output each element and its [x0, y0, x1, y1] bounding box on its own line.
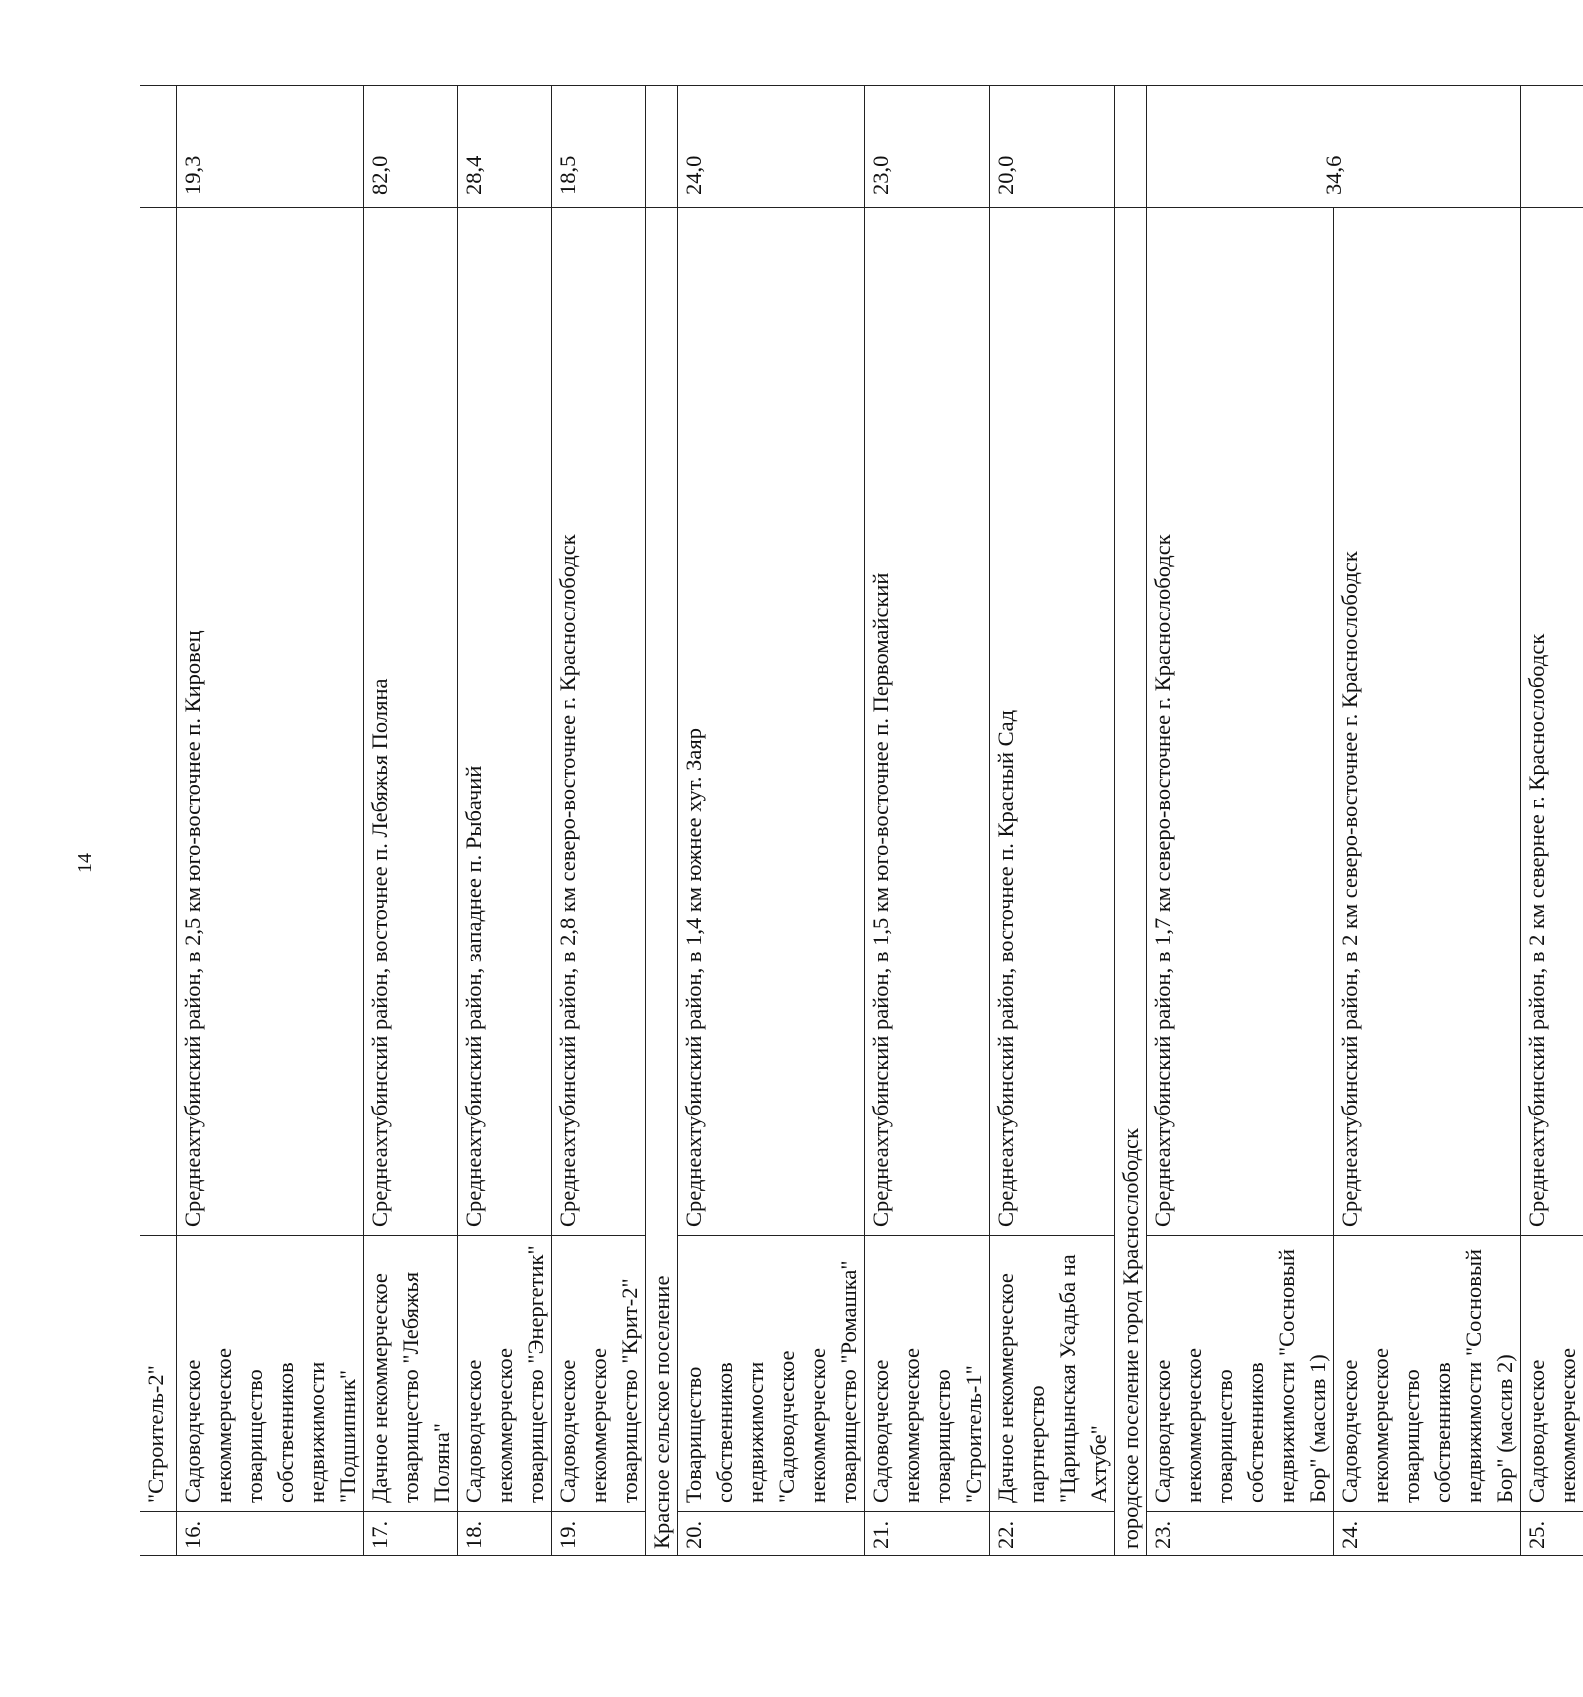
table-row [176, 86, 363, 1556]
name-cell: Садоводческое некоммерческое товарищество "Крит-2" [551, 1236, 645, 1512]
page-number: 14 [74, 853, 96, 873]
location-cell: Среднеахтубинский район, восточнее п. Красный Сад [989, 208, 1114, 1236]
table-row [1520, 86, 1583, 1556]
name-cell: Садоводческое некоммерческое товарищество "Энергетик" [457, 1236, 551, 1512]
num-cell: 22. [989, 1512, 1114, 1556]
num-cell: 16. [176, 1512, 363, 1556]
area-cell: 82,0 [363, 86, 457, 208]
location-cell: Среднеахтубинский район, западнее п. Рыбачий [457, 208, 551, 1236]
num-cell: 17. [363, 1512, 457, 1556]
section-header: Красное сельское поселение [645, 208, 677, 1556]
num-cell: 19. [551, 1512, 645, 1556]
table-row [140, 86, 176, 1556]
name-cell: "Строитель-2" [140, 1236, 176, 1512]
name-cell: Садоводческое некоммерческое товарищество "Строитель-1" [864, 1236, 989, 1512]
location-cell: Среднеахтубинский район, в 1,4 км южнее хут. Заяр [677, 208, 864, 1236]
section-header: городское поселение город Краснослободск [1114, 208, 1146, 1556]
name-cell: Садоводческое некоммерческое товарищество собственников недвижимости "Сосновый Бор" (массив 2) [1333, 1236, 1520, 1512]
location-cell: Среднеахтубинский район, в 1,5 км юго-восточнее п. Первомайский [864, 208, 989, 1236]
location-cell: Среднеахтубинский район, в 2 км северо-восточнее г. Краснослободск [1333, 208, 1520, 1236]
name-cell: Садоводческое некоммерческое товарищество собственников недвижимости "Сосновый Бор" (массив 1) [1146, 1236, 1333, 1512]
area-cell: 23,0 [864, 86, 989, 208]
area-cell: 18,5 [551, 86, 645, 208]
location-cell [140, 208, 176, 1236]
name-cell: Дачное некоммерческое партнерство "Царицынская Усадьба на Ахтубе" [989, 1236, 1114, 1512]
table-row [1146, 86, 1333, 1556]
section-area-cell [1114, 86, 1146, 208]
num-cell: 21. [864, 1512, 989, 1556]
area-cell: 19,3 [176, 86, 363, 208]
area-cell: 24,0 [677, 86, 864, 208]
area-cell: 34,6 [1146, 86, 1520, 208]
area-cell [1520, 86, 1583, 208]
location-cell: Среднеахтубинский район, в 2 км севернее г. Краснослободск [1520, 208, 1583, 1236]
name-cell: Садоводческое некоммерческое товарищество собственников недвижимости "Подшипник" [176, 1236, 363, 1512]
num-cell: 24. [1333, 1512, 1520, 1556]
location-cell: Среднеахтубинский район, в 1,7 км северо-восточнее г. Краснослободск [1146, 208, 1333, 1236]
location-cell: Среднеахтубинский район, в 2,5 км юго-восточнее п. Кировец [176, 208, 363, 1236]
name-cell: Товарищество собственников недвижимости "Садоводческое некоммерческое товарищество "Ромашка" [677, 1236, 864, 1512]
table-row [989, 86, 1114, 1556]
area-cell [140, 86, 176, 208]
area-cell: 28,4 [457, 86, 551, 208]
num-cell: 25. [1520, 1512, 1583, 1556]
section-area-cell [645, 86, 677, 208]
area-cell: 20,0 [989, 86, 1114, 208]
table-row [551, 86, 645, 1556]
snt-table [140, 85, 1583, 1556]
rotated-table-container [140, 86, 1580, 1556]
num-cell: 18. [457, 1512, 551, 1556]
name-cell: Дачное некоммерческое товарищество "Лебяжья Поляна" [363, 1236, 457, 1512]
table-row [864, 86, 989, 1556]
table-row [457, 86, 551, 1556]
num-cell: 23. [1146, 1512, 1333, 1556]
section-row [1114, 86, 1146, 1556]
location-cell: Среднеахтубинский район, в 2,8 км северо-восточнее г. Краснослободск [551, 208, 645, 1236]
table-row [677, 86, 864, 1556]
name-cell: Садоводческое некоммерческое [1520, 1236, 1583, 1512]
num-cell: 20. [677, 1512, 864, 1556]
table-row [1333, 86, 1520, 1556]
table-row [363, 86, 457, 1556]
num-cell [140, 1512, 176, 1556]
location-cell: Среднеахтубинский район, восточнее п. Лебяжья Поляна [363, 208, 457, 1236]
section-row [645, 86, 677, 1556]
